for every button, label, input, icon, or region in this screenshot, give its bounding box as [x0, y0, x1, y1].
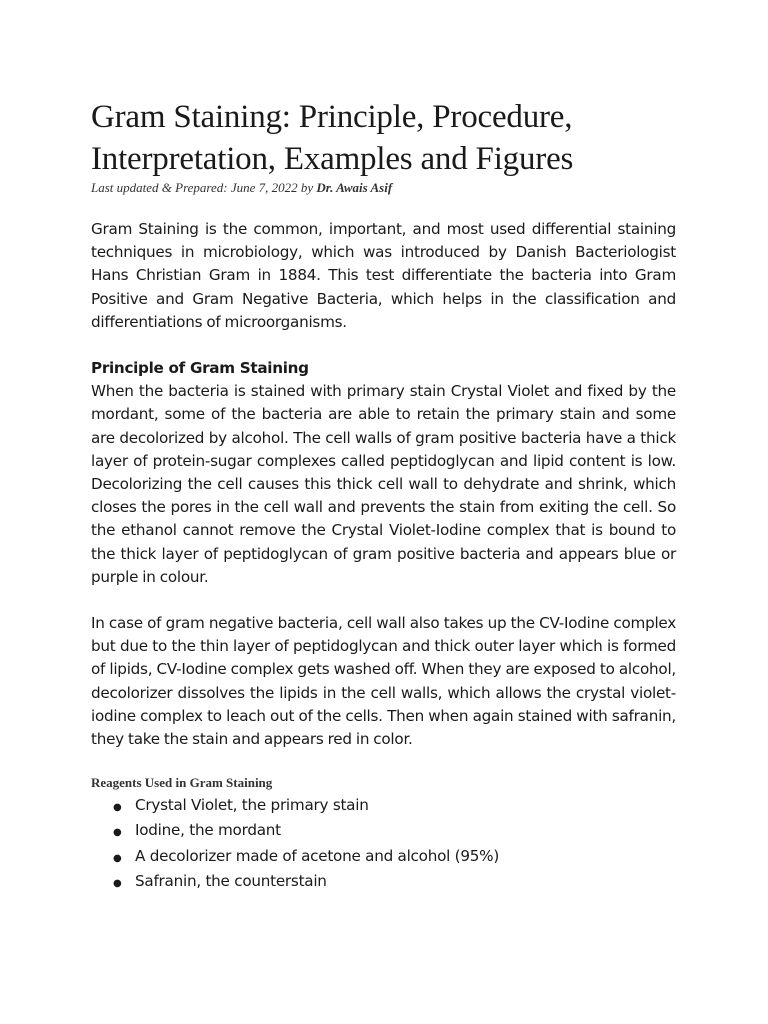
- list-item-label: Crystal Violet, the primary stain: [135, 796, 369, 815]
- article: [91, 96, 676, 895]
- reagents-heading: Reagents Used in Gram Staining: [91, 775, 273, 791]
- bullet-icon: ●: [113, 877, 122, 889]
- list-item: [113, 870, 676, 895]
- byline: [91, 180, 676, 196]
- byline-date: Last updated & Prepared: June 7, 2022 by: [91, 180, 317, 195]
- bullet-icon: ●: [113, 852, 122, 864]
- principle-heading: Principle of Gram Staining: [91, 359, 309, 378]
- bullet-icon: ●: [113, 827, 122, 839]
- article-title: Gram Staining: Principle, Procedure, Interpretation, Examples and Figures: [91, 99, 574, 177]
- list-item: [113, 845, 676, 870]
- reagents-list: [91, 794, 676, 895]
- bullet-icon: ●: [113, 802, 122, 814]
- list-item-label: Iodine, the mordant: [135, 821, 281, 840]
- principle-paragraph-1: When the bacteria is stained with primary stain Crystal Violet and fixed by the mordant, some of the bacteria are able to retain the primary stain and some are decolorized by alcohol. The cell walls of gram positive bacteria have a thick layer of protein-sugar complexes called peptidoglycan and lipid content is low. Decolorizing the cell causes this thick cell wall to dehydrate and shrink, which closes the pores in the cell wall and prevents the stain from exiting the cell. So the ethanol cannot remove the Crystal Violet-Iodine complex that is bound to the thick layer of peptidoglycan of gram positive bacteria and appears blue or purple in colour.: [91, 382, 676, 586]
- list-item-label: Safranin, the counterstain: [135, 871, 327, 890]
- list-item: [113, 819, 676, 844]
- list-item: [113, 794, 676, 819]
- intro-paragraph: Gram Staining is the common, important, and most used differential staining techniques in microbiology, which was introduced by Danish Bacteriologist Hans Christian Gram in 1884. This test differentiate the bacteria into Gram Positive and Gram Negative Bacteria, which helps in the classification and differentiations of microorganisms.: [91, 220, 676, 331]
- principle-paragraph-2: In case of gram negative bacteria, cell wall also takes up the CV-Iodine complex but due to the thin layer of peptidoglycan and thick outer layer which is formed of lipids, CV-Iodine complex gets washed off. When they are exposed to alcohol, decolorizer dissolves the lipids in the cell walls, which allows the crystal violet-iodine complex to leach out of the cells. Then when again stained with safranin, they take the stain and appears red in color.: [91, 614, 676, 749]
- byline-author: Dr. Awais Asif: [316, 180, 393, 195]
- list-item-label: A decolorizer made of acetone and alcohol (95%): [135, 846, 500, 865]
